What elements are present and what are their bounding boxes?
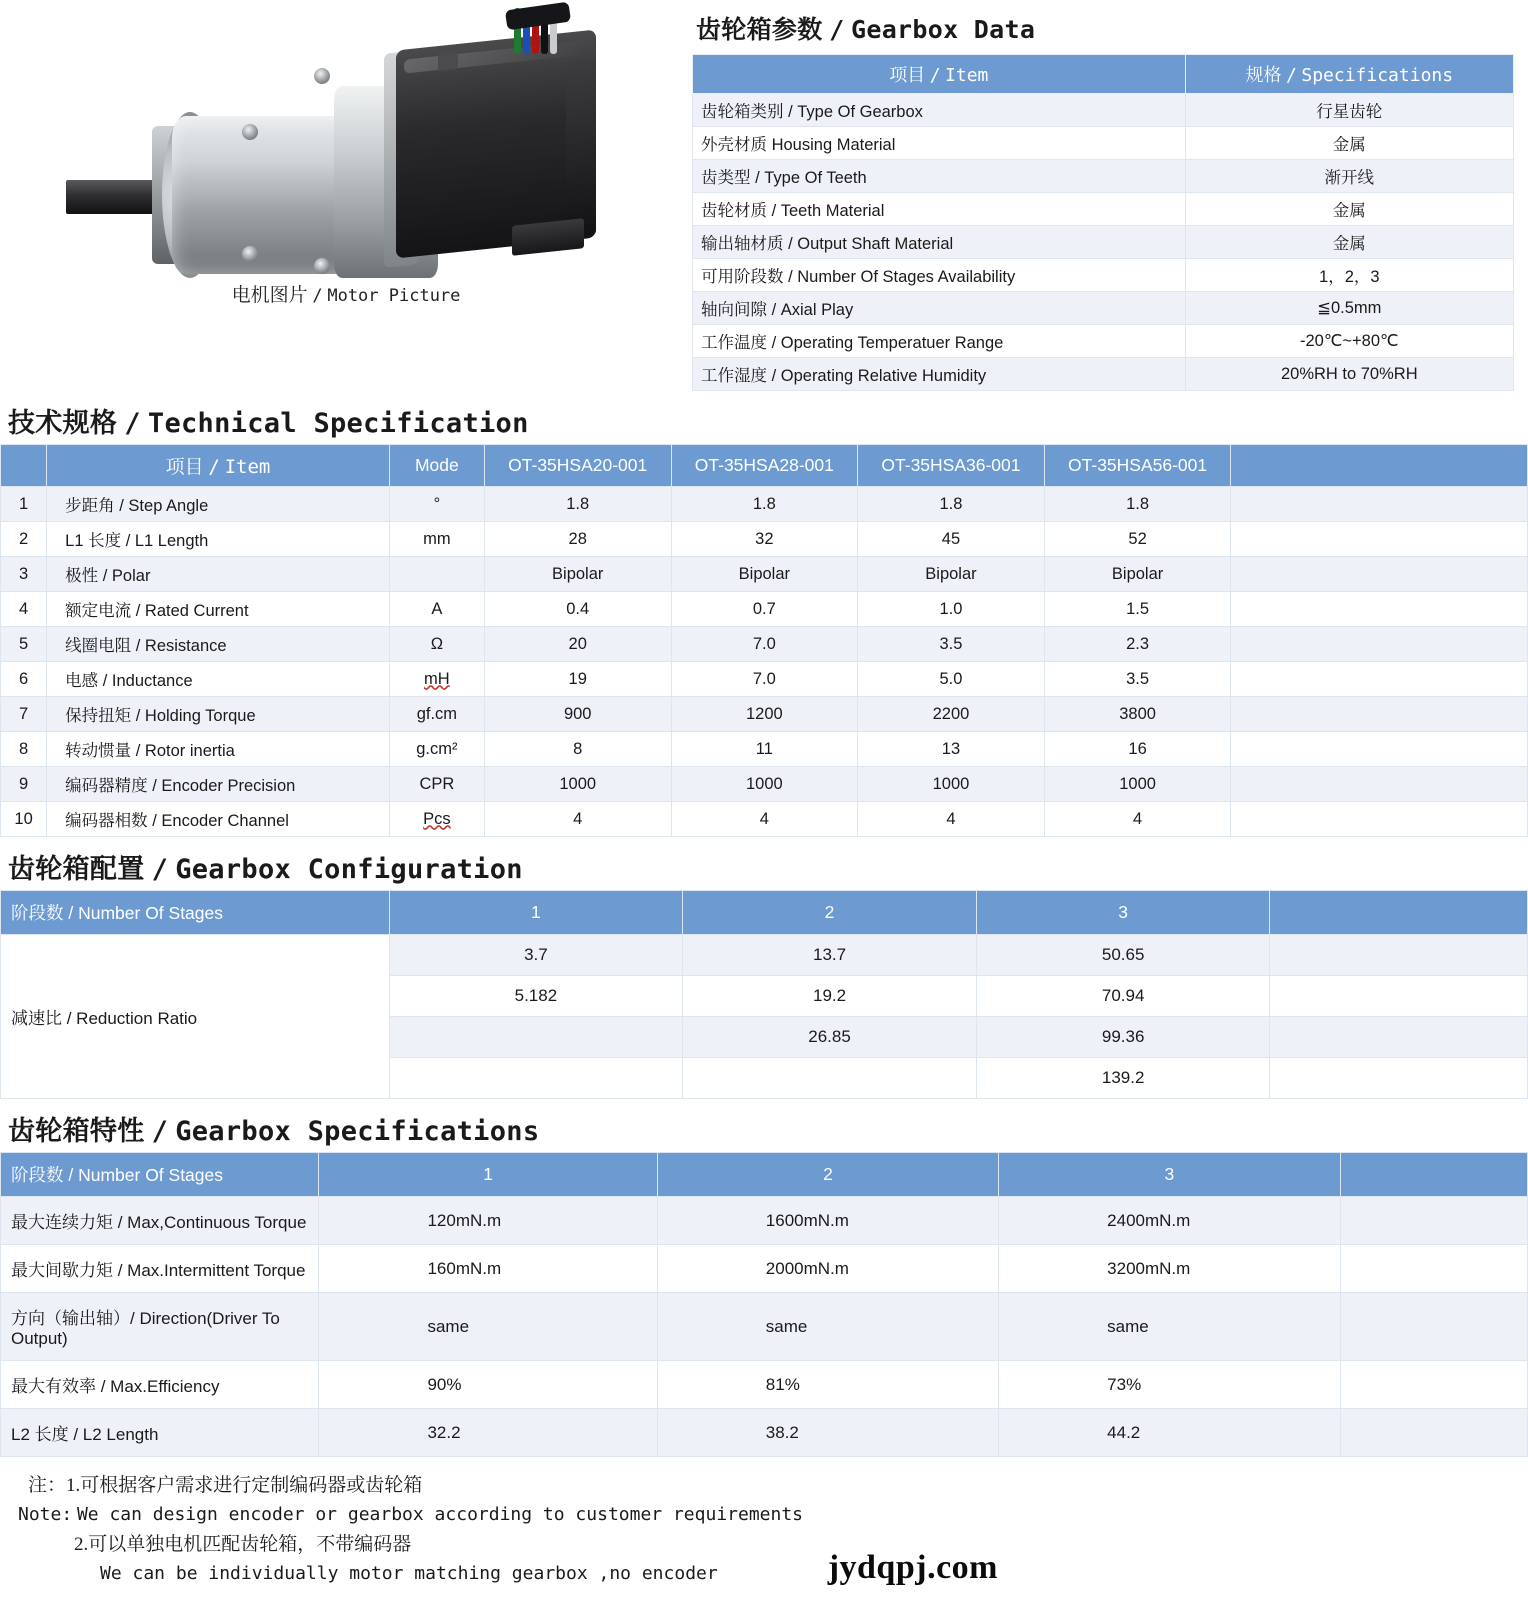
cell-item: 线圈电阻 / Resistance bbox=[47, 627, 390, 662]
col-header-model-2: OT-35HSA28-001 bbox=[671, 445, 858, 487]
table-row bbox=[693, 325, 1514, 358]
table-header-row bbox=[693, 55, 1514, 94]
cell-value: 2200 bbox=[858, 697, 1045, 732]
cell-value: 1000 bbox=[1044, 767, 1231, 802]
top-section bbox=[0, 0, 1528, 391]
cell-spec: 金属 bbox=[1185, 193, 1513, 226]
cell-item: 额定电流 / Rated Current bbox=[47, 592, 390, 627]
cell-value: 1000 bbox=[671, 767, 858, 802]
table-row bbox=[1, 1361, 1528, 1409]
cell-spare bbox=[1270, 976, 1528, 1017]
col-header-model-1: OT-35HSA20-001 bbox=[484, 445, 671, 487]
motor-rear-cover-icon bbox=[566, 58, 596, 237]
cell-item: 方向（输出轴）/ Direction(Driver To Output) bbox=[1, 1293, 319, 1361]
cell-value: 0.4 bbox=[484, 592, 671, 627]
note-2-en: We can be individually motor matching gearbox ,no encoder bbox=[100, 1563, 718, 1585]
table-row bbox=[1, 1409, 1528, 1457]
cell-no: 4 bbox=[1, 592, 47, 627]
cell-value: 1000 bbox=[484, 767, 671, 802]
cell-value: 90% bbox=[319, 1361, 657, 1409]
cell-value: 28 bbox=[484, 522, 671, 557]
gearbox-specs-title-en: Gearbox Specifications bbox=[175, 1116, 540, 1147]
cell-value: 81% bbox=[657, 1361, 998, 1409]
cell-spec: 金属 bbox=[1185, 127, 1513, 160]
cell-value: 7.0 bbox=[671, 662, 858, 697]
gearbox-specs-title-cn: 齿轮箱特性 bbox=[8, 1116, 145, 1146]
cell-value: 0.7 bbox=[671, 592, 858, 627]
cell-value: 13 bbox=[858, 732, 1045, 767]
screw-icon bbox=[242, 124, 258, 140]
note-line-4 bbox=[0, 1559, 1528, 1588]
cell-value: 5.0 bbox=[858, 662, 1045, 697]
cell-no: 5 bbox=[1, 627, 47, 662]
cell-value: 38.2 bbox=[657, 1409, 998, 1457]
technical-specification-table bbox=[0, 444, 1528, 837]
cell-ratio bbox=[389, 1017, 683, 1058]
cell-value: 3.5 bbox=[1044, 662, 1231, 697]
cell-ratio: 139.2 bbox=[976, 1058, 1270, 1099]
cell-spec: 20%RH to 70%RH bbox=[1185, 358, 1513, 391]
cell-item: 齿轮材质 / Teeth Material bbox=[693, 193, 1186, 226]
cell-value: 2.3 bbox=[1044, 627, 1231, 662]
cell-no: 1 bbox=[1, 487, 47, 522]
cell-value: 1.5 bbox=[1044, 592, 1231, 627]
cell-item: 齿类型 / Type Of Teeth bbox=[693, 160, 1186, 193]
cell-spare bbox=[1231, 697, 1528, 732]
tech-spec-title-cn: 技术规格 bbox=[8, 408, 118, 438]
website-watermark: jydqpj.com bbox=[827, 1548, 998, 1586]
motor-photo-caption-en: Motor Picture bbox=[327, 286, 461, 306]
cell-value: 7.0 bbox=[671, 627, 858, 662]
cell-spare bbox=[1340, 1197, 1527, 1245]
motor-photo-panel bbox=[0, 0, 692, 307]
cell-ratio: 19.2 bbox=[683, 976, 977, 1017]
table-row bbox=[1, 935, 1528, 976]
cell-value: 4 bbox=[671, 802, 858, 837]
cell-mode: ° bbox=[389, 487, 484, 522]
cell-spare bbox=[1231, 662, 1528, 697]
gearbox-data-title bbox=[696, 10, 1514, 46]
cell-value: 1.8 bbox=[671, 487, 858, 522]
table-row bbox=[1, 662, 1528, 697]
col-header-stages-label: 阶段数 / Number Of Stages bbox=[1, 1153, 319, 1197]
cell-value: same bbox=[657, 1293, 998, 1361]
cell-spare bbox=[1340, 1293, 1527, 1361]
notes-section bbox=[0, 1471, 1528, 1607]
col-header-spec-sep: / bbox=[1286, 65, 1297, 86]
cell-value: 2400mN.m bbox=[999, 1197, 1340, 1245]
cell-item: 编码器相数 / Encoder Channel bbox=[47, 802, 390, 837]
cell-value: 4 bbox=[1044, 802, 1231, 837]
cell-ratio bbox=[683, 1058, 977, 1099]
cell-ratio: 3.7 bbox=[389, 935, 683, 976]
cell-mode: mm bbox=[389, 522, 484, 557]
gearbox-config-title-en: Gearbox Configuration bbox=[175, 854, 523, 885]
cell-value: 11 bbox=[671, 732, 858, 767]
col-header-spare bbox=[1270, 891, 1528, 935]
gearbox-specifications-table bbox=[0, 1152, 1528, 1457]
note-line-2 bbox=[0, 1500, 1528, 1529]
cell-spare bbox=[1340, 1409, 1527, 1457]
gearbox-data-title-en: Gearbox Data bbox=[851, 15, 1036, 44]
table-row bbox=[1, 522, 1528, 557]
col-header-item-en: Item bbox=[945, 65, 989, 86]
cell-ratio: 5.182 bbox=[389, 976, 683, 1017]
col-header-stages-label: 阶段数 / Number Of Stages bbox=[1, 891, 390, 935]
cell-item: L1 长度 / L1 Length bbox=[47, 522, 390, 557]
cell-spare bbox=[1270, 935, 1528, 976]
col-header-item-sep: / bbox=[208, 456, 220, 478]
col-header-specifications bbox=[1185, 55, 1513, 94]
table-row bbox=[1, 1197, 1528, 1245]
cell-value: 32 bbox=[671, 522, 858, 557]
col-header-spec-cn: 规格 bbox=[1245, 65, 1282, 85]
cell-item: 保持扭矩 / Holding Torque bbox=[47, 697, 390, 732]
tech-spec-title-en: Technical Specification bbox=[147, 408, 529, 439]
table-row bbox=[693, 226, 1514, 259]
cell-no: 8 bbox=[1, 732, 47, 767]
col-header-stage-3: 3 bbox=[999, 1153, 1340, 1197]
cell-spare bbox=[1340, 1361, 1527, 1409]
cell-item: 最大有效率 / Max.Efficiency bbox=[1, 1361, 319, 1409]
cell-item: 工作湿度 / Operating Relative Humidity bbox=[693, 358, 1186, 391]
table-row bbox=[1, 697, 1528, 732]
gearbox-specifications-title bbox=[8, 1109, 1528, 1148]
cell-item: 最大连续力矩 / Max,Continuous Torque bbox=[1, 1197, 319, 1245]
table-row bbox=[1, 732, 1528, 767]
cell-value: 1.8 bbox=[858, 487, 1045, 522]
cell-value: 900 bbox=[484, 697, 671, 732]
cell-mode: mH bbox=[424, 669, 450, 688]
table-row bbox=[1, 1245, 1528, 1293]
cell-spare bbox=[1231, 627, 1528, 662]
gearbox-data-title-sep: / bbox=[829, 15, 845, 44]
cell-spare bbox=[1231, 592, 1528, 627]
cell-value: 8 bbox=[484, 732, 671, 767]
motor-photo-caption-cn: 电机图片 bbox=[231, 285, 308, 306]
cell-value: 1600mN.m bbox=[657, 1197, 998, 1245]
col-header-stage-3: 3 bbox=[976, 891, 1270, 935]
motor-image bbox=[66, 8, 626, 276]
cell-spare bbox=[1231, 487, 1528, 522]
cell-ratio: 26.85 bbox=[683, 1017, 977, 1058]
gearbox-data-panel bbox=[692, 0, 1528, 391]
cell-value: same bbox=[319, 1293, 657, 1361]
cell-value: 52 bbox=[1044, 522, 1231, 557]
cell-item: 可用阶段数 / Number Of Stages Availability bbox=[693, 259, 1186, 292]
gearbox-data-title-cn: 齿轮箱参数 bbox=[696, 17, 823, 44]
cell-no: 9 bbox=[1, 767, 47, 802]
table-row bbox=[693, 259, 1514, 292]
output-shaft-icon bbox=[66, 180, 162, 214]
table-row bbox=[1, 592, 1528, 627]
cell-no: 6 bbox=[1, 662, 47, 697]
table-row bbox=[693, 94, 1514, 127]
gearbox-configuration-title bbox=[8, 847, 1528, 886]
cell-value: 1000 bbox=[858, 767, 1045, 802]
cell-ratio: 70.94 bbox=[976, 976, 1270, 1017]
screw-icon bbox=[242, 246, 258, 262]
cell-value: 16 bbox=[1044, 732, 1231, 767]
col-header-item bbox=[693, 55, 1186, 94]
col-header-item-cn: 项目 bbox=[889, 65, 926, 85]
cell-value: 120mN.m bbox=[319, 1197, 657, 1245]
cell-value: 2000mN.m bbox=[657, 1245, 998, 1293]
col-header-spare bbox=[1340, 1153, 1527, 1197]
gearbox-config-title-cn: 齿轮箱配置 bbox=[8, 854, 145, 884]
cell-item: L2 长度 / L2 Length bbox=[1, 1409, 319, 1457]
cell-value: 1.0 bbox=[858, 592, 1045, 627]
col-header-spare bbox=[1231, 445, 1528, 487]
table-row bbox=[1, 767, 1528, 802]
cell-item: 电感 / Inductance bbox=[47, 662, 390, 697]
cell-item: 工作温度 / Operating Temperatuer Range bbox=[693, 325, 1186, 358]
cell-value: Bipolar bbox=[484, 557, 671, 592]
col-header-spec-en: Specifications bbox=[1301, 65, 1454, 86]
col-header-item-sep: / bbox=[929, 65, 941, 86]
technical-specification-title bbox=[8, 401, 1528, 440]
cell-value: same bbox=[999, 1293, 1340, 1361]
cell-value: Bipolar bbox=[858, 557, 1045, 592]
cell-spec: 渐开线 bbox=[1185, 160, 1513, 193]
note-1-cn: 1.可根据客户需求进行定制编码器或齿轮箱 bbox=[66, 1475, 423, 1496]
note-line-3 bbox=[0, 1530, 1528, 1559]
motor-photo-caption-sep: / bbox=[312, 286, 323, 306]
cell-spare bbox=[1270, 1058, 1528, 1099]
cell-spec: 金属 bbox=[1185, 226, 1513, 259]
note-line-1 bbox=[0, 1471, 1528, 1500]
cell-ratio bbox=[389, 1058, 683, 1099]
gearbox-specs-title-sep: / bbox=[151, 1116, 169, 1147]
screw-icon bbox=[314, 258, 330, 274]
cell-mode: g.cm² bbox=[389, 732, 484, 767]
cell-value: 1.8 bbox=[1044, 487, 1231, 522]
motor-mount-tab-icon bbox=[512, 218, 584, 256]
cell-value: 32.2 bbox=[319, 1409, 657, 1457]
col-header-no bbox=[1, 445, 47, 487]
col-header-item-cn: 项目 bbox=[165, 457, 204, 478]
cell-value: 44.2 bbox=[999, 1409, 1340, 1457]
cell-value: 3200mN.m bbox=[999, 1245, 1340, 1293]
gearbox-config-title-sep: / bbox=[151, 854, 169, 885]
cell-item: 轴向间隙 / Axial Play bbox=[693, 292, 1186, 325]
cell-value: Bipolar bbox=[1044, 557, 1231, 592]
col-header-model-3: OT-35HSA36-001 bbox=[858, 445, 1045, 487]
cell-mode: Ω bbox=[389, 627, 484, 662]
cell-item: 编码器精度 / Encoder Precision bbox=[47, 767, 390, 802]
cell-value: 1200 bbox=[671, 697, 858, 732]
cell-item: 齿轮箱类别 / Type Of Gearbox bbox=[693, 94, 1186, 127]
cell-no: 7 bbox=[1, 697, 47, 732]
table-row bbox=[693, 193, 1514, 226]
cell-spare bbox=[1231, 522, 1528, 557]
cell-ratio: 99.36 bbox=[976, 1017, 1270, 1058]
table-header-row bbox=[1, 891, 1528, 935]
col-header-model-4: OT-35HSA56-001 bbox=[1044, 445, 1231, 487]
motor-wires-icon bbox=[496, 8, 616, 60]
note-2-cn: 2.可以单独电机匹配齿轮箱，不带编码器 bbox=[74, 1533, 412, 1555]
table-row bbox=[1, 627, 1528, 662]
cell-value: Bipolar bbox=[671, 557, 858, 592]
screw-icon bbox=[314, 68, 330, 84]
cell-mode bbox=[389, 557, 484, 592]
cell-ratio: 50.65 bbox=[976, 935, 1270, 976]
cell-value: 45 bbox=[858, 522, 1045, 557]
cell-spec: -20℃~+80℃ bbox=[1185, 325, 1513, 358]
cell-mode: gf.cm bbox=[389, 697, 484, 732]
cell-value: 19 bbox=[484, 662, 671, 697]
cell-no: 2 bbox=[1, 522, 47, 557]
col-header-stage-2: 2 bbox=[683, 891, 977, 935]
cell-value: 20 bbox=[484, 627, 671, 662]
cell-no: 10 bbox=[1, 802, 47, 837]
table-row bbox=[1, 1293, 1528, 1361]
cell-mode: CPR bbox=[389, 767, 484, 802]
cell-item: 步距角 / Step Angle bbox=[47, 487, 390, 522]
cell-no: 3 bbox=[1, 557, 47, 592]
cell-item: 转动惯量 / Rotor inertia bbox=[47, 732, 390, 767]
col-header-stage-1: 1 bbox=[319, 1153, 657, 1197]
table-row bbox=[1, 487, 1528, 522]
cell-spare bbox=[1231, 802, 1528, 837]
cell-spare bbox=[1231, 767, 1528, 802]
col-header-stage-2: 2 bbox=[657, 1153, 998, 1197]
cell-item: 极性 / Polar bbox=[47, 557, 390, 592]
gearhead-body-icon bbox=[172, 116, 352, 274]
cell-spare bbox=[1231, 557, 1528, 592]
col-header-item bbox=[47, 445, 390, 487]
cell-value: 4 bbox=[858, 802, 1045, 837]
motor-photo-caption bbox=[0, 280, 692, 307]
note-label-cn: 注： bbox=[28, 1475, 67, 1496]
cell-ratio: 13.7 bbox=[683, 935, 977, 976]
cell-value: 3.5 bbox=[858, 627, 1045, 662]
table-row bbox=[693, 292, 1514, 325]
col-header-stage-1: 1 bbox=[389, 891, 683, 935]
col-header-item-en: Item bbox=[224, 456, 271, 478]
cell-spec: 行星齿轮 bbox=[1185, 94, 1513, 127]
cell-spare bbox=[1340, 1245, 1527, 1293]
note-1-en: We can design encoder or gearbox according to customer requirements bbox=[76, 1504, 804, 1526]
cell-item: 外壳材质 Housing Material bbox=[693, 127, 1186, 160]
gearbox-configuration-table bbox=[0, 890, 1528, 1099]
note-label-en: Note: bbox=[18, 1504, 73, 1526]
cell-value: 4 bbox=[484, 802, 671, 837]
cell-spec: 1，2，3 bbox=[1185, 259, 1513, 292]
cell-value: 160mN.m bbox=[319, 1245, 657, 1293]
gearbox-data-table bbox=[692, 54, 1514, 391]
motor-top-tab-icon bbox=[438, 51, 458, 71]
tech-spec-title-sep: / bbox=[124, 408, 141, 439]
cell-spec: ≦0.5mm bbox=[1185, 292, 1513, 325]
cell-value: 1.8 bbox=[484, 487, 671, 522]
table-row bbox=[693, 160, 1514, 193]
table-row bbox=[693, 127, 1514, 160]
cell-item: 输出轴材质 / Output Shaft Material bbox=[693, 226, 1186, 259]
cell-reduction-ratio-label: 减速比 / Reduction Ratio bbox=[1, 935, 390, 1099]
table-row bbox=[693, 358, 1514, 391]
cell-value: 3800 bbox=[1044, 697, 1231, 732]
cell-value: 73% bbox=[999, 1361, 1340, 1409]
cell-spare bbox=[1231, 732, 1528, 767]
cell-mode: Pcs bbox=[423, 809, 451, 828]
table-header-row bbox=[1, 1153, 1528, 1197]
cell-spare bbox=[1270, 1017, 1528, 1058]
table-row bbox=[1, 802, 1528, 837]
table-header-row bbox=[1, 445, 1528, 487]
cell-item: 最大间歇力矩 / Max.Intermittent Torque bbox=[1, 1245, 319, 1293]
table-row bbox=[1, 557, 1528, 592]
col-header-mode: Mode bbox=[389, 445, 484, 487]
cell-mode: A bbox=[389, 592, 484, 627]
